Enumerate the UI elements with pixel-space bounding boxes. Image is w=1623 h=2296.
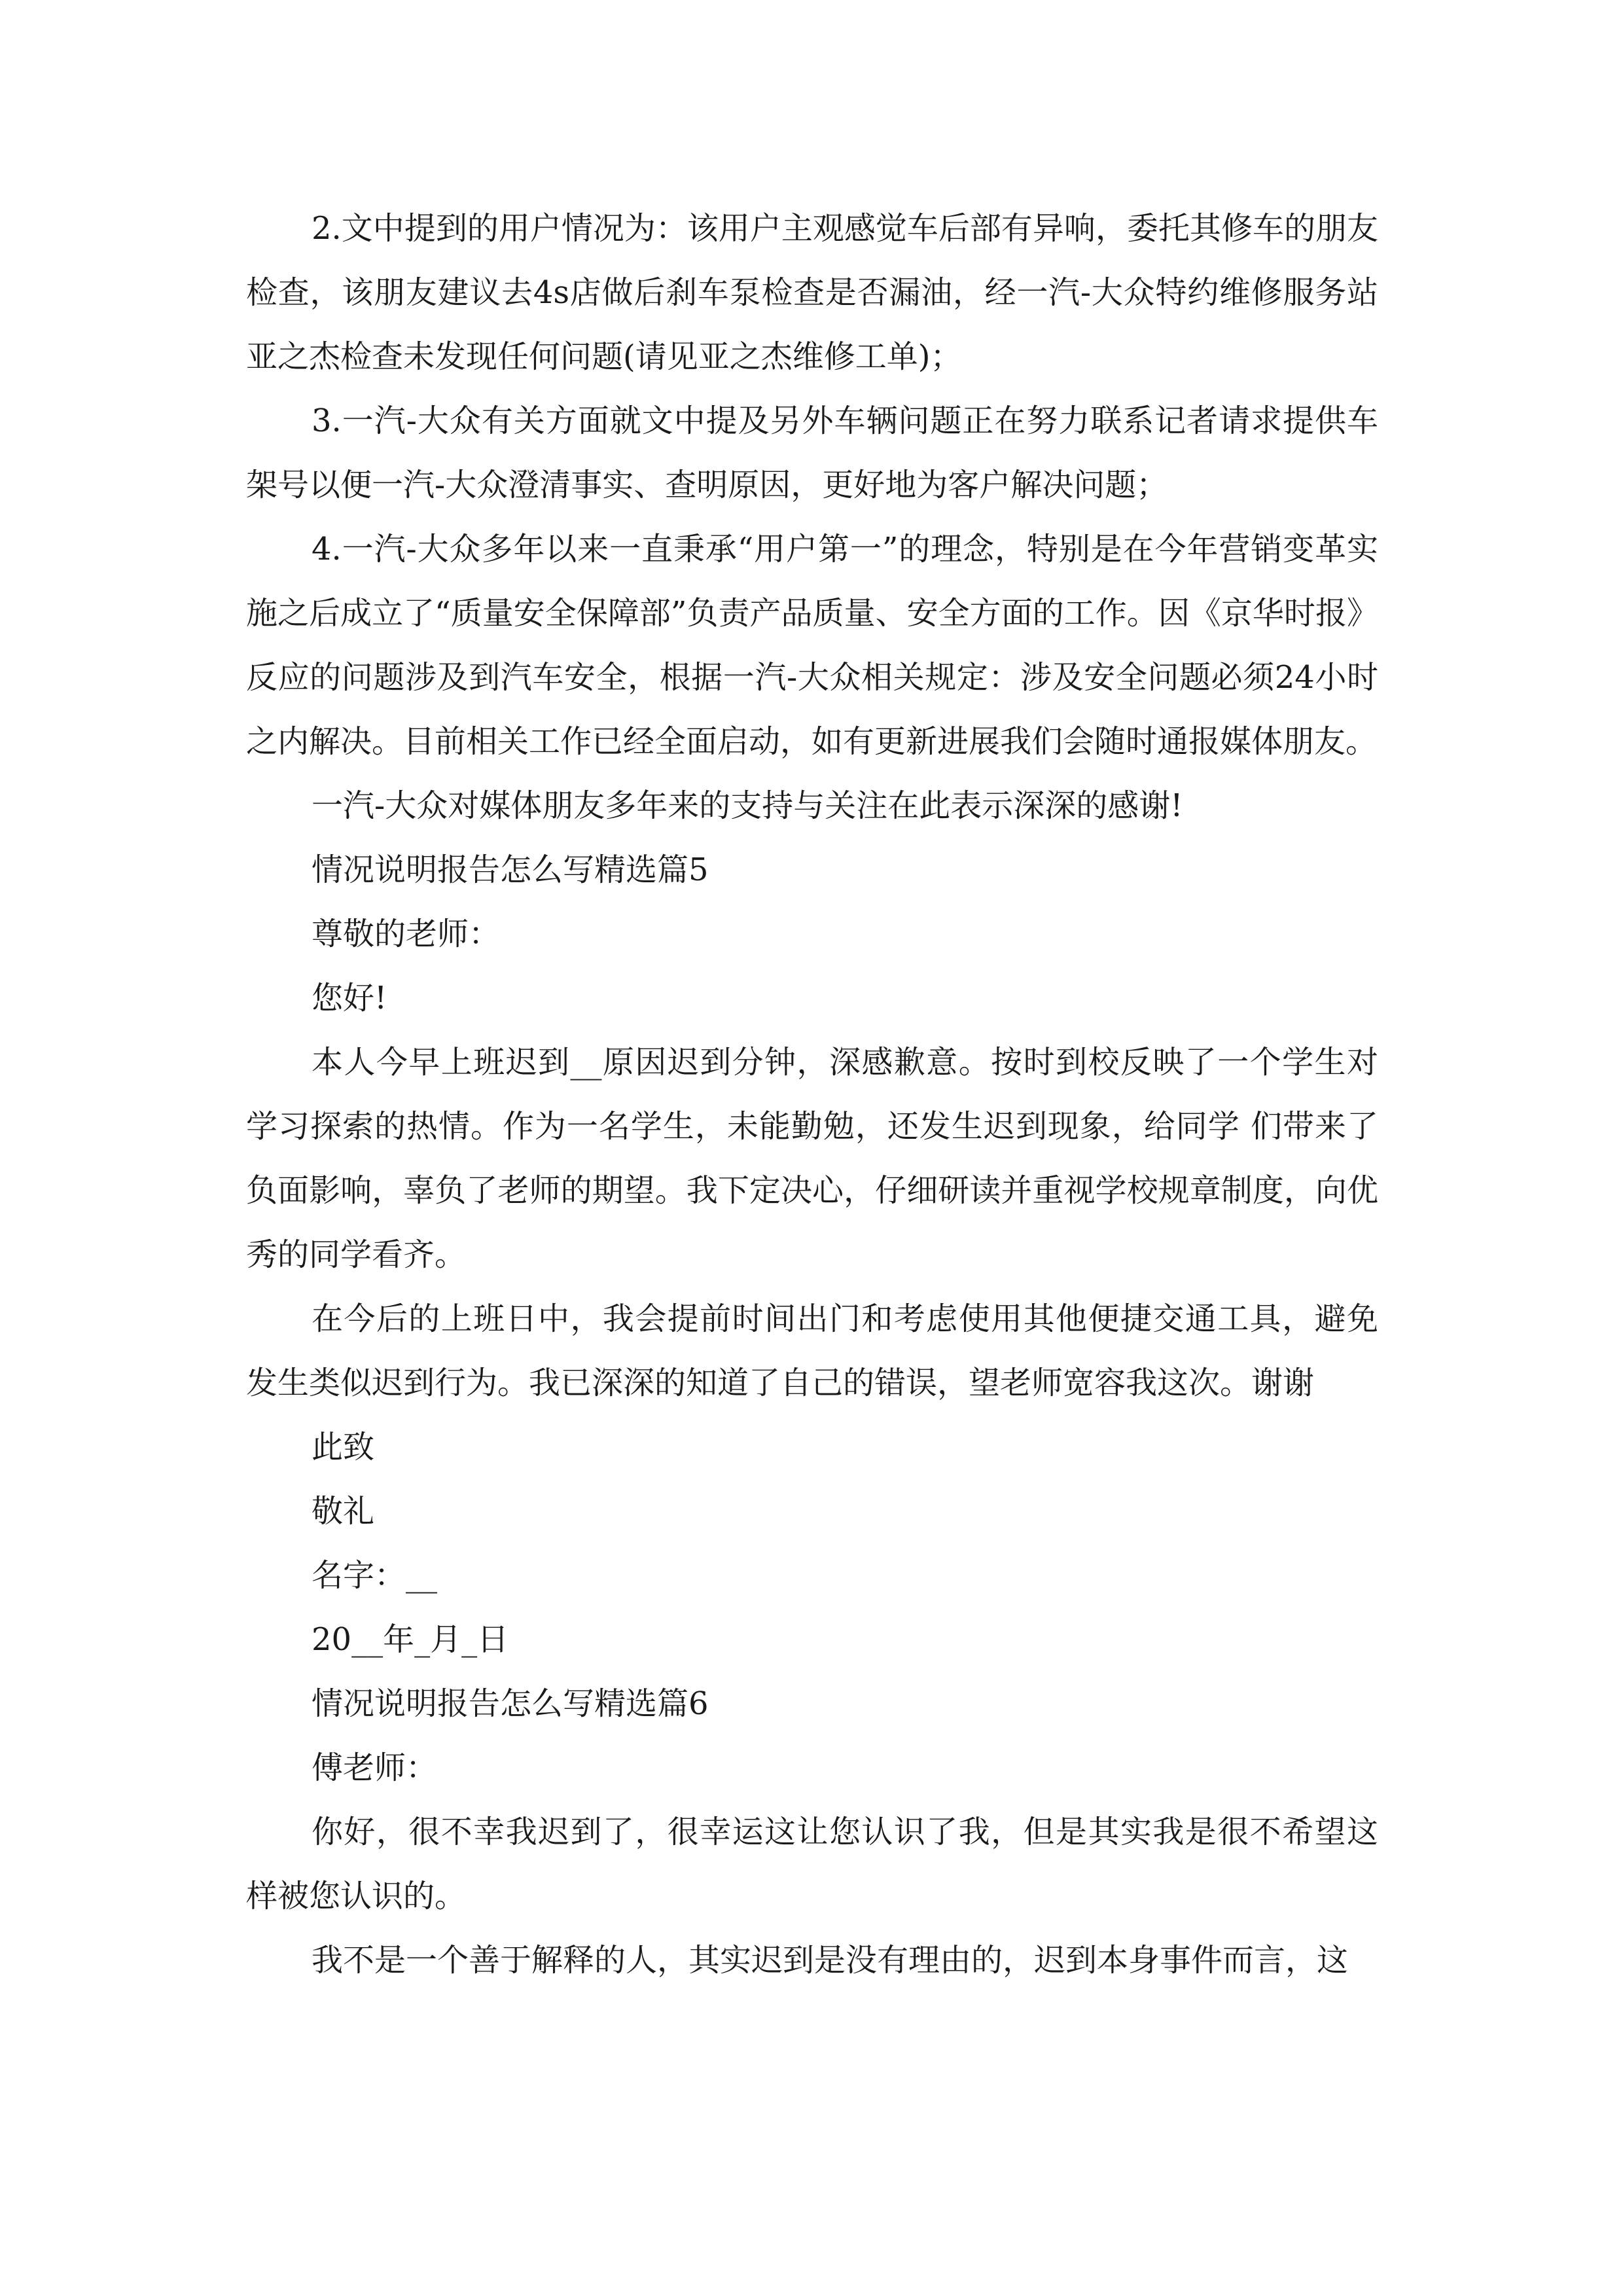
- signature-name: 名字：__: [312, 1557, 438, 1594]
- body-paragraph: 在今后的上班日中，我会提前时间出门和考虑使用其他便捷交通工具，避免发生类似迟到行为。我已深深的知道了自己的错误，望老师宽容我这次。谢谢: [246, 1300, 1378, 1401]
- body-paragraph: 你好，很不幸我迟到了，很幸运这让您认识了我，但是其实我是很不希望这样被您认识的。: [246, 1814, 1378, 1914]
- closing-regards: 敬礼: [312, 1493, 375, 1530]
- paragraph-item-4: 4.一汽-大众多年以来一直秉承“用户第一”的理念，特别是在今年营销变革实施之后成立了“质量安全保障部”负责产品质量、安全方面的工作。因《京华时报》反应的问题涉及到汽车安全，根据一汽-大众相关规定：涉及安全问题必须24小时之内解决。目前相关工作已经全面启动，如有更新进展我们会随时通报媒体朋友。: [246, 531, 1378, 760]
- section-heading-5: 情况说明报告怎么写精选篇5: [312, 852, 709, 888]
- section-heading-6: 情况说明报告怎么写精选篇6: [312, 1685, 709, 1722]
- paragraph-item-3: 3.一汽-大众有关方面就文中提及另外车辆问题正在努力联系记者请求提供车架号以便一汽-大众澄清事实、查明原因，更好地为客户解决问题；: [246, 403, 1378, 503]
- greeting: 您好!: [312, 980, 387, 1016]
- document-body: [246, 196, 1378, 1992]
- salutation: 尊敬的老师：: [312, 916, 501, 952]
- body-paragraph: 我不是一个善于解释的人，其实迟到是没有理由的，迟到本身事件而言，这: [312, 1942, 1349, 1979]
- closing-line: 此致: [312, 1429, 375, 1465]
- salutation: 傅老师：: [312, 1749, 438, 1786]
- paragraph-item-2: 2.文中提到的用户情况为：该用户主观感觉车后部有异响，委托其修车的朋友检查，该朋友建议去4s店做后刹车泵检查是否漏油，经一汽-大众特约维修服务站亚之杰检查未发现任何问题(请见亚之杰维修工单)；: [246, 210, 1378, 375]
- signature-date: 20__年_月_日: [312, 1621, 509, 1658]
- body-paragraph: 本人今早上班迟到__原因迟到分钟，深感歉意。按时到校反映了一个学生对学习探索的热情。作为一名学生，未能勤勉，还发生迟到现象，给同学 们带来了负面影响，辜负了老师的期望。我下定决心，仔细研读并重视学校规章制度，向优秀的同学看齐。: [246, 1044, 1378, 1273]
- thanks-paragraph: 一汽-大众对媒体朋友多年来的支持与关注在此表示深深的感谢!: [312, 787, 1183, 824]
